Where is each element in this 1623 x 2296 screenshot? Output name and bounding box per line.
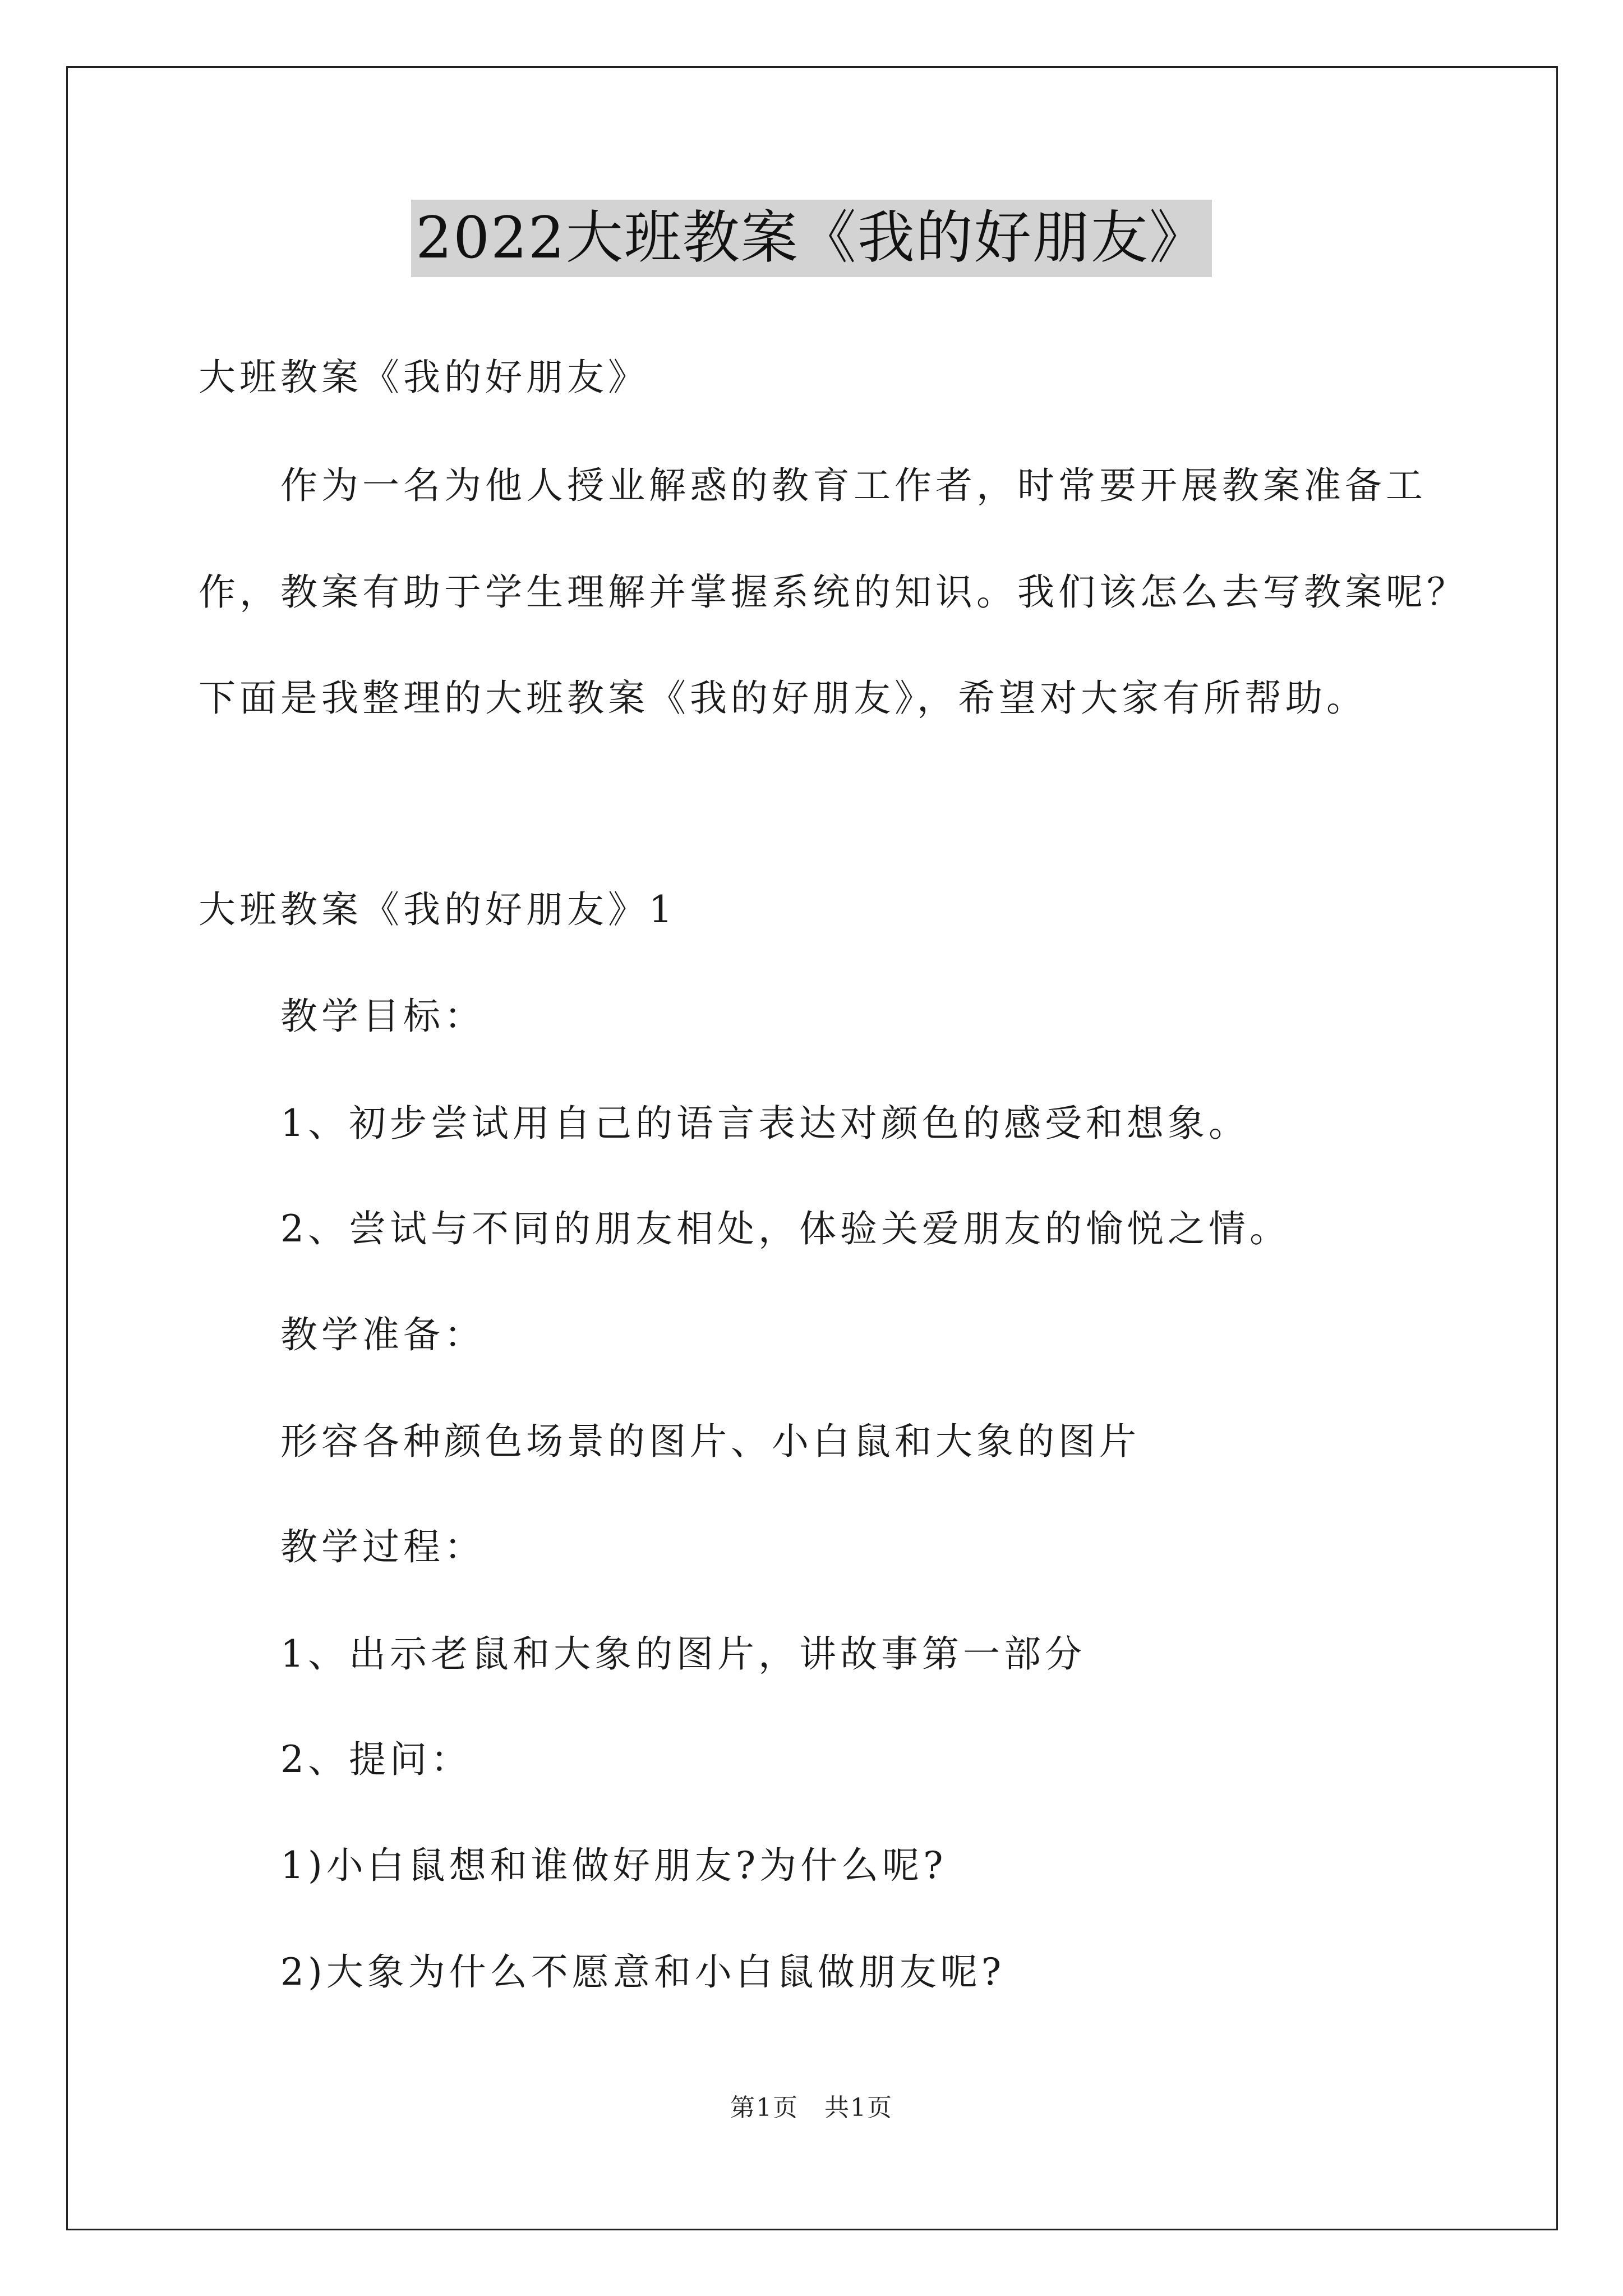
intro-line-2: 作，教案有助于学生理解并掌握系统的知识。我们该怎么去写教案呢？ <box>199 570 1468 614</box>
title-container <box>0 200 1623 277</box>
document-subtitle: 大班教案《我的好朋友》 <box>199 356 649 399</box>
body-line-3: 2、尝试与不同的朋友相处，体验关爱朋友的愉悦之情。 <box>280 1207 1290 1250</box>
page-footer: 第1页 共1页 <box>730 2093 893 2122</box>
document-title: 2022大班教案《我的好朋友》 <box>411 200 1212 277</box>
body-line-8: 2、提问： <box>280 1738 472 1781</box>
body-line-10: 2)大象为什么不愿意和小白鼠做朋友呢? <box>280 1950 1006 1994</box>
body-line-9: 1)小白鼠想和谁做好朋友?为什么呢? <box>280 1844 947 1887</box>
body-line-6: 教学过程： <box>280 1525 485 1568</box>
intro-line-3: 下面是我整理的大班教案《我的好朋友》，希望对大家有所帮助。 <box>199 677 1367 720</box>
body-line-1: 教学目标： <box>280 995 485 1038</box>
intro-line-1: 作为一名为他人授业解惑的教育工作者，时常要开展教案准备工 <box>280 464 1427 507</box>
body-line-5: 形容各种颜色场景的图片、小白鼠和大象的图片 <box>280 1420 1140 1463</box>
section-heading: 大班教案《我的好朋友》1 <box>199 888 676 931</box>
body-line-2: 1、初步尝试用自己的语言表达对颜色的感受和想象。 <box>280 1102 1249 1145</box>
body-line-7: 1、出示老鼠和大象的图片，讲故事第一部分 <box>280 1632 1086 1676</box>
body-line-4: 教学准备： <box>280 1313 485 1356</box>
